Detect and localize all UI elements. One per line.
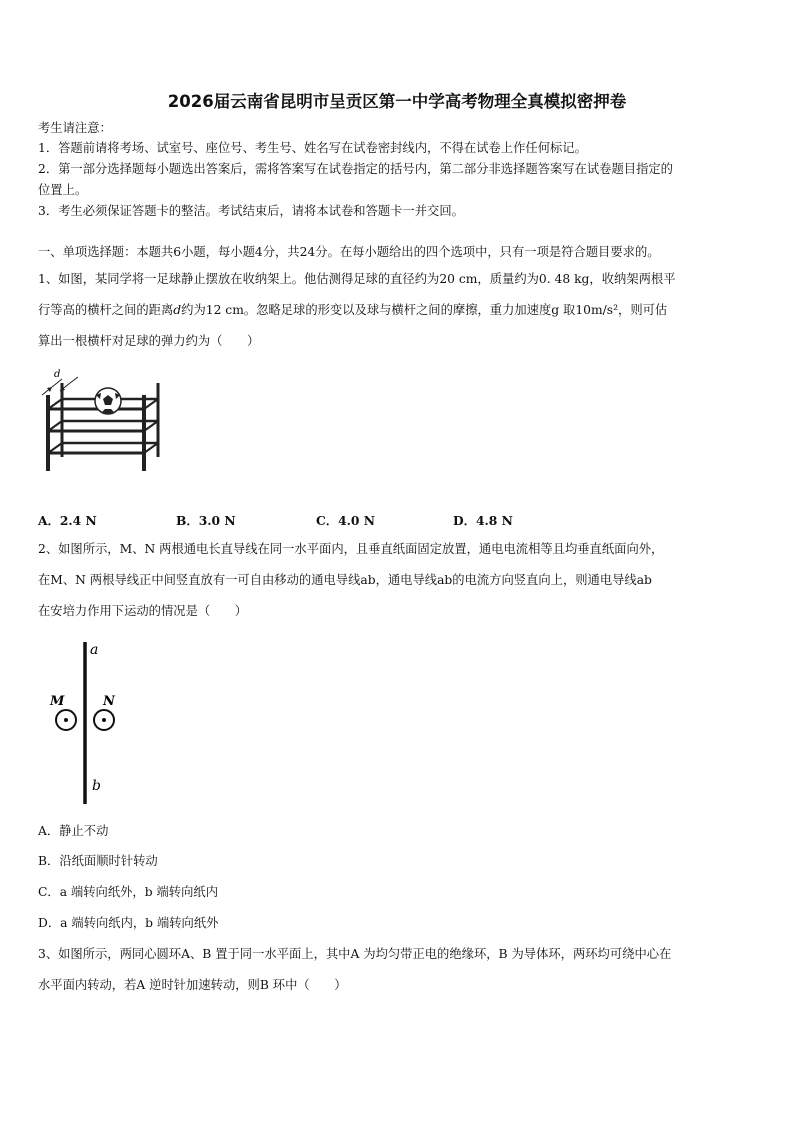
q2-stem-line3: 在安培力作用下运动的情况是（ ） — [38, 604, 248, 618]
section-heading: 一、单项选择题：本题共6小题，每小题4分，共24分。在每小题给出的四个选项中，只有一项是符合题目要求的。 — [38, 245, 660, 259]
fig-label-d: d — [54, 369, 61, 380]
q2-option-d[interactable]: D．a 端转向纸内，b 端转向纸外 — [38, 916, 219, 930]
fig-label-a: a — [90, 642, 99, 658]
fig-label-m: M — [50, 694, 65, 709]
q2-option-c[interactable]: C．a 端转向纸外，b 端转向纸内 — [38, 885, 218, 899]
shoe-rack-figure — [38, 365, 168, 477]
fig-label-b: b — [92, 778, 101, 794]
q3-stem-line1: 3、如图所示，两同心圆环A、B 置于同一水平面上，其中A 为均匀带正电的绝缘环，B 为导体环，两环均可绕中心在 — [38, 947, 672, 961]
wire-figure — [48, 636, 138, 808]
wire-m-icon — [56, 710, 76, 730]
notice-item-3: 3．考生必须保证答题卡的整洁。考试结束后，请将本试卷和答题卡一并交回。 — [38, 204, 464, 218]
q2-option-a[interactable]: A．静止不动 — [38, 824, 109, 838]
page-title: 2026届云南省昆明市呈贡区第一中学高考物理全真模拟密押卷 — [167, 92, 627, 111]
notice-heading: 考生请注意： — [38, 121, 112, 135]
q1-var-d: d — [173, 303, 182, 317]
q1-stem-line1: 1、如图，某同学将一足球静止摆放在收纳架上。他估测得足球的直径约为20 cm，质量约为0. 48 kg，收纳架两根平 — [38, 272, 676, 286]
notice-item-2-cont: 位置上。 — [38, 183, 88, 197]
q1-option-c[interactable]: C．4.0 N — [316, 513, 375, 528]
notice-item-2: 2．第一部分选择题每小题选出答案后，需将答案写在试卷指定的括号内，第二部分非选择题答案写在试卷题目指定的 — [38, 162, 673, 176]
fig-label-n: N — [103, 694, 115, 709]
q2-option-b[interactable]: B．沿纸面顺时针转动 — [38, 854, 158, 868]
q1-option-d[interactable]: D．4.8 N — [453, 513, 513, 528]
q1-option-a[interactable]: A．2.4 N — [38, 513, 97, 528]
q1-stem-line2b: 约为12 cm。忽略足球的形变以及球与横杆之间的摩擦，重力加速度g 取10m/s²，则可估 — [181, 303, 668, 317]
q2-stem-line2: 在M、N 两根导线正中间竖直放有一可自由移动的通电导线ab，通电导线ab的电流方向竖直向上，则通电导线ab — [38, 573, 652, 587]
wire-n-icon — [94, 710, 114, 730]
notice-item-1: 1．答题前请将考场、试室号、座位号、考生号、姓名写在试卷密封线内，不得在试卷上作任何标记。 — [38, 141, 587, 155]
q1-stem-line2 — [38, 302, 667, 318]
q3-stem-line2: 水平面内转动，若A 逆时针加速转动，则B 环中（ ） — [38, 978, 347, 992]
q1-stem-line2a: 行等高的横杆之间的距离 — [38, 303, 174, 317]
q2-stem-line1: 2、如图所示，M、N 两根通电长直导线在同一水平面内，且垂直纸面固定放置，通电电流相等且均垂直纸面向外， — [38, 542, 664, 556]
q1-stem-line3: 算出一根横杆对足球的弹力约为（ ） — [38, 334, 260, 348]
football-icon — [95, 388, 121, 414]
q1-option-b[interactable]: B．3.0 N — [176, 513, 236, 528]
